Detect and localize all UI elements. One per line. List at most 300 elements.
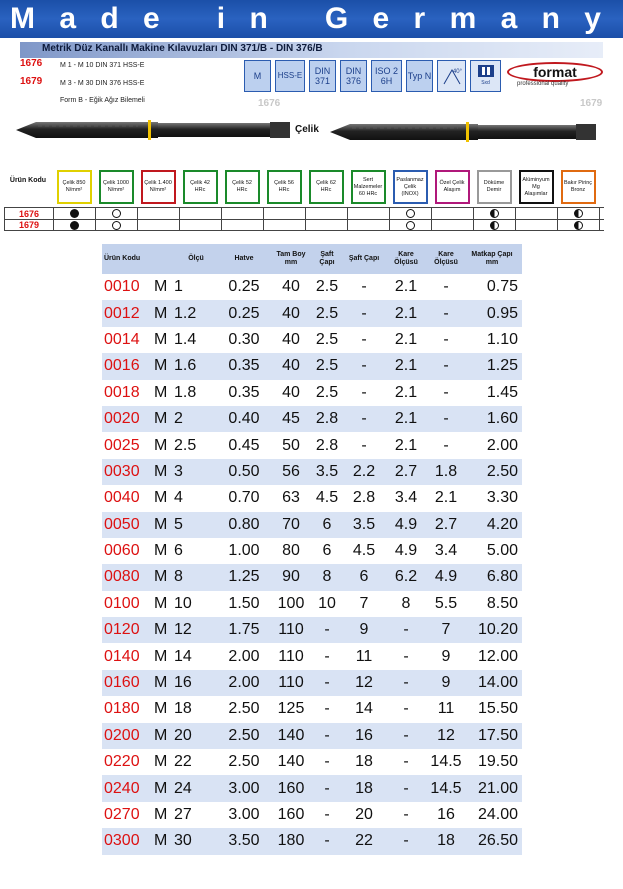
row-square2: 14.5 — [430, 779, 462, 797]
format-logo — [505, 60, 605, 90]
material-header — [222, 168, 262, 206]
row-length: 100 — [277, 594, 305, 612]
row-pitch: 3.50 — [228, 832, 260, 850]
row-length: 110 — [278, 647, 304, 665]
material-cell — [432, 220, 474, 230]
row-m: M — [154, 436, 168, 454]
row-square2: 12 — [437, 726, 455, 744]
row-code: 0270 — [104, 806, 140, 823]
shank-square-icon — [477, 64, 495, 78]
row-length: 45 — [282, 410, 300, 428]
row-code: 0050 — [104, 515, 140, 533]
table-row — [102, 459, 522, 485]
row-pitch: 2.50 — [228, 726, 260, 744]
material-cell — [474, 220, 516, 230]
row-m: M — [154, 515, 168, 533]
banner-letter — [292, 2, 300, 36]
material-row-code: 1679 — [4, 220, 54, 230]
row-size: 2 — [174, 410, 183, 428]
row-shank2: 3.5 — [352, 515, 376, 533]
material-label: Çelik 42 HRc — [183, 170, 218, 204]
material-label: Özel Çelik Alaşım — [435, 170, 470, 204]
material-header — [138, 168, 178, 206]
product-title: Metrik Düz Kanallı Makine Kılavuzları DIN 371/B - DIN 376/B — [42, 43, 323, 54]
desc-1679: M 3 - M 30 DIN 376 HSS-E — [60, 80, 145, 87]
material-cell — [390, 220, 432, 230]
badge-coat — [470, 60, 501, 92]
table-row — [102, 802, 522, 828]
badge-hss: HSS-E — [275, 60, 305, 92]
row-square1: - — [403, 647, 409, 665]
row-square1: - — [403, 779, 409, 797]
row-square1: 2.1 — [394, 410, 418, 428]
table-row — [102, 591, 522, 617]
row-code: 0025 — [104, 436, 140, 454]
material-cell — [222, 208, 264, 219]
material-label: Çelik 56 HRc — [267, 170, 302, 204]
row-shank1: 6 — [322, 515, 332, 533]
row-code: 0240 — [104, 779, 140, 797]
row-square1: 3.4 — [394, 489, 418, 507]
row-shank2: 16 — [355, 726, 373, 744]
header-pitch: Hatve — [234, 255, 254, 262]
row-code: 0012 — [104, 304, 140, 322]
row-m: M — [154, 779, 168, 797]
row-code: 0020 — [104, 410, 140, 428]
row-square1: 4.9 — [394, 542, 418, 560]
mat-code-header: Ürün Kodu — [9, 177, 47, 184]
row-pitch: 1.25 — [228, 568, 260, 586]
table-body — [102, 274, 522, 855]
table-row — [102, 828, 522, 854]
row-shank1: 10 — [318, 594, 336, 612]
material-header — [306, 168, 346, 206]
row-shank2: 12 — [355, 674, 373, 692]
row-square1: 2.1 — [394, 278, 418, 296]
banner-letter: y — [584, 2, 601, 35]
empty-circle-icon — [406, 221, 415, 230]
row-square2: - — [443, 304, 449, 322]
row-pitch: 0.25 — [228, 278, 260, 296]
row-size: 27 — [174, 806, 192, 823]
ghost-1679: 1679 — [580, 98, 603, 109]
material-label: Alüminyum Mg Alaşımlar — [519, 170, 554, 204]
row-m: M — [154, 304, 168, 322]
row-shank1: 2.8 — [315, 436, 339, 454]
row-size: 30 — [174, 832, 192, 850]
ghost-1676: 1676 — [258, 98, 281, 109]
row-code: 0030 — [104, 462, 140, 480]
banner-letter: n — [541, 2, 560, 35]
header-code: Ürün Kodu — [104, 255, 141, 262]
row-shank1: - — [324, 832, 330, 850]
row-code: 0018 — [104, 383, 140, 401]
coat-value: Sxd — [481, 80, 490, 86]
dimension-table — [102, 244, 522, 855]
row-shank1: - — [324, 753, 330, 771]
row-length: 40 — [282, 304, 300, 322]
material-row — [4, 219, 604, 231]
logo-tagline: professional quality — [517, 81, 569, 87]
logo-name: format — [507, 62, 603, 82]
row-length: 140 — [277, 753, 305, 771]
row-shank2: - — [361, 304, 367, 322]
banner-letter: G — [324, 2, 349, 35]
row-length: 40 — [282, 330, 300, 348]
banner-letter: r — [413, 2, 426, 35]
row-pitch: 0.70 — [228, 489, 260, 507]
header-square2: Kare Ölçüsü — [434, 251, 458, 266]
badge-angle — [437, 60, 466, 92]
material-label: Bakır Pirinç Bronz — [561, 170, 596, 204]
row-square2: 2.7 — [434, 515, 458, 533]
desc-1676: M 1 - M 10 DIN 371 HSS-E — [60, 62, 145, 69]
material-label: Çelik 62 HRc — [309, 170, 344, 204]
row-shank1: 8 — [322, 568, 332, 586]
row-code: 0120 — [104, 621, 140, 639]
row-square2: 5.5 — [434, 594, 458, 612]
material-cell — [96, 208, 138, 219]
row-square1: 2.1 — [394, 436, 418, 454]
row-shank1: 2.5 — [315, 278, 339, 296]
row-pitch: 0.35 — [228, 357, 260, 375]
row-m: M — [154, 726, 168, 744]
row-drill: 2.00 — [486, 436, 518, 454]
banner-letter: n — [249, 2, 268, 35]
material-cell — [54, 208, 96, 219]
row-length: 40 — [282, 278, 300, 296]
badge-iso: ISO 2 6H — [371, 60, 402, 92]
row-shank2: 18 — [355, 779, 373, 797]
row-m: M — [154, 489, 168, 507]
row-drill: 14.00 — [477, 674, 518, 692]
material-label: Çelik 1000 N/mm² — [99, 170, 134, 204]
row-m: M — [154, 568, 168, 586]
half-circle-icon — [574, 209, 583, 218]
row-square2: 4.9 — [434, 568, 458, 586]
row-shank2: 2.2 — [352, 462, 376, 480]
header-square1: Kare Ölçüsü — [394, 251, 418, 266]
table-row — [102, 432, 522, 458]
row-code: 0016 — [104, 357, 140, 375]
row-size: 1.4 — [174, 330, 197, 348]
row-code: 0010 — [104, 278, 140, 296]
row-m: M — [154, 278, 168, 296]
row-length: 140 — [277, 726, 305, 744]
material-cell — [96, 220, 138, 230]
row-m: M — [154, 806, 168, 823]
row-square2: 3.4 — [434, 542, 458, 560]
row-drill: 19.50 — [477, 753, 518, 771]
material-cell — [180, 220, 222, 230]
row-length: 180 — [277, 832, 305, 850]
header-shank1: Şaft Çapı — [319, 251, 335, 266]
table-row — [102, 617, 522, 643]
row-shank2: 9 — [359, 621, 369, 639]
row-pitch: 0.80 — [228, 515, 260, 533]
row-shank2: - — [361, 278, 367, 296]
row-shank1: 4.5 — [315, 489, 339, 507]
table-row — [102, 670, 522, 696]
row-square2: - — [443, 383, 449, 401]
row-drill: 4.20 — [486, 515, 518, 533]
material-cell — [390, 208, 432, 219]
row-code: 0060 — [104, 542, 140, 560]
row-square2: - — [443, 357, 449, 375]
material-cell — [432, 208, 474, 219]
row-pitch: 0.25 — [228, 304, 260, 322]
row-shank1: 2.5 — [315, 304, 339, 322]
material-label: Çelik 52 HRc — [225, 170, 260, 204]
empty-circle-icon — [112, 209, 121, 218]
table-row — [102, 327, 522, 353]
row-drill: 1.60 — [486, 410, 518, 428]
row-drill: 6.80 — [486, 568, 518, 586]
table-row — [102, 512, 522, 538]
material-row-code: 1676 — [4, 208, 54, 219]
row-m: M — [154, 542, 168, 560]
material-cell — [264, 220, 306, 230]
table-row — [102, 564, 522, 590]
material-header — [264, 168, 304, 206]
row-square2: 1.8 — [434, 462, 458, 480]
row-square2: - — [443, 410, 449, 428]
row-pitch: 0.40 — [228, 410, 260, 428]
row-shank2: 11 — [355, 647, 373, 665]
row-pitch: 2.00 — [228, 674, 260, 692]
row-m: M — [154, 462, 168, 480]
material-header — [474, 168, 514, 206]
material-cell — [348, 208, 390, 219]
banner-letter: e — [372, 2, 390, 35]
material-label: Çelik 850 N/mm² — [57, 170, 92, 204]
row-m: M — [154, 753, 168, 771]
row-drill: 24.00 — [477, 806, 518, 823]
material-header — [348, 168, 388, 206]
row-shank2: 2.8 — [352, 489, 376, 507]
material-cell — [222, 220, 264, 230]
material-label: Döküme Demir — [477, 170, 512, 204]
badge-typ: Typ N — [406, 60, 433, 92]
row-size: 14 — [174, 647, 192, 665]
row-size: 1.6 — [174, 357, 197, 375]
row-pitch: 1.50 — [228, 594, 260, 612]
table-row — [102, 485, 522, 511]
row-drill: 0.75 — [486, 278, 518, 296]
row-square1: - — [403, 726, 409, 744]
row-square2: 11 — [437, 700, 455, 718]
row-size: 22 — [174, 753, 192, 771]
row-shank2: 20 — [355, 806, 373, 823]
row-shank2: 18 — [355, 753, 373, 771]
header-size: Ölçü — [188, 255, 204, 262]
row-square1: 6.2 — [394, 568, 418, 586]
material-cell — [516, 208, 558, 219]
half-circle-icon — [490, 221, 499, 230]
row-drill: 5.00 — [486, 542, 518, 560]
row-length: 56 — [282, 462, 300, 480]
row-code: 0040 — [104, 489, 140, 507]
row-drill: 15.50 — [477, 700, 518, 718]
row-shank2: - — [361, 436, 367, 454]
row-square2: 2.1 — [434, 489, 458, 507]
table-row — [102, 274, 522, 300]
material-cell — [558, 220, 600, 230]
form-desc: Form B - Eğik Ağız Bilemeli — [60, 97, 145, 104]
row-size: 20 — [174, 726, 192, 744]
row-drill: 2.50 — [486, 462, 518, 480]
row-drill: 12.00 — [477, 647, 518, 665]
material-cell — [558, 208, 600, 219]
row-square2: 7 — [441, 621, 451, 639]
row-drill: 26.50 — [477, 832, 518, 850]
row-size: 16 — [174, 674, 192, 692]
material-header — [432, 168, 472, 206]
material-header — [390, 168, 430, 206]
row-square2: - — [443, 278, 449, 296]
row-size: 10 — [174, 594, 192, 612]
material-cell — [516, 220, 558, 230]
code-1679: 1679 — [20, 76, 43, 87]
row-code: 0140 — [104, 647, 140, 665]
row-length: 160 — [277, 779, 305, 797]
row-code: 0080 — [104, 568, 140, 586]
material-cell — [348, 220, 390, 230]
row-shank2: 22 — [355, 832, 373, 850]
row-length: 80 — [282, 542, 300, 560]
row-pitch: 3.00 — [228, 779, 260, 797]
material-label: Çelik 1.400 N/mm² — [141, 170, 176, 204]
row-m: M — [154, 700, 168, 718]
row-size: 2.5 — [174, 436, 197, 454]
row-length: 63 — [282, 489, 300, 507]
banner-letter: a — [59, 2, 77, 35]
row-shank2: 14 — [355, 700, 373, 718]
row-size: 18 — [174, 700, 192, 718]
empty-circle-icon — [406, 209, 415, 218]
row-square1: 2.1 — [394, 383, 418, 401]
row-square1: - — [403, 674, 409, 692]
material-label: Paslanmaz Çelik (INOX) — [393, 170, 428, 204]
row-shank1: - — [324, 779, 330, 797]
row-code: 0220 — [104, 753, 140, 771]
material-cell — [180, 208, 222, 219]
row-size: 1.8 — [174, 383, 197, 401]
row-code: 0180 — [104, 700, 140, 718]
row-shank1: - — [324, 621, 330, 639]
row-length: 90 — [282, 568, 300, 586]
row-shank2: - — [361, 383, 367, 401]
row-drill: 21.00 — [477, 779, 518, 797]
row-size: 1 — [174, 278, 183, 296]
tap-1679 — [330, 122, 596, 142]
angle-value: 40° — [452, 69, 462, 75]
material-row — [4, 207, 604, 219]
material-cell — [306, 220, 348, 230]
material-header — [516, 168, 556, 206]
row-m: M — [154, 647, 168, 665]
row-drill: 0.95 — [486, 304, 518, 322]
row-m: M — [154, 621, 168, 639]
row-shank2: 7 — [359, 594, 369, 612]
row-m: M — [154, 410, 168, 428]
row-shank1: 3.5 — [315, 462, 339, 480]
row-length: 160 — [277, 806, 305, 823]
row-length: 50 — [282, 436, 300, 454]
row-m: M — [154, 330, 168, 348]
header-shank2: Şaft Çapı — [348, 255, 380, 262]
banner-letter — [184, 2, 192, 36]
row-pitch: 2.50 — [228, 753, 260, 771]
row-square1: 4.9 — [394, 515, 418, 533]
row-m: M — [154, 832, 168, 850]
banner-letter: d — [100, 2, 119, 35]
table-row — [102, 723, 522, 749]
row-shank2: - — [361, 410, 367, 428]
badge-din376: DIN 376 — [340, 60, 367, 92]
row-pitch: 2.50 — [228, 700, 260, 718]
tap-1676 — [16, 120, 290, 140]
row-square1: 8 — [401, 594, 411, 612]
code-1676: 1676 — [20, 58, 43, 69]
row-drill: 1.25 — [486, 357, 518, 375]
row-pitch: 2.00 — [228, 647, 260, 665]
material-header — [180, 168, 220, 206]
row-drill: 3.30 — [486, 489, 518, 507]
material-table — [4, 207, 604, 231]
banner-letter: e — [143, 2, 160, 35]
row-shank1: - — [324, 647, 330, 665]
row-size: 24 — [174, 779, 192, 797]
row-shank2: - — [361, 330, 367, 348]
row-shank1: - — [324, 700, 330, 718]
row-square1: 2.1 — [394, 330, 418, 348]
row-shank1: - — [324, 674, 330, 692]
table-row — [102, 643, 522, 669]
table-row — [102, 538, 522, 564]
row-shank2: - — [361, 357, 367, 375]
row-shank1: - — [324, 726, 330, 744]
row-code: 0300 — [104, 832, 140, 850]
material-label: Sert Malzemeler 60 HRc — [351, 170, 386, 204]
banner-letter: m — [449, 2, 477, 35]
material-cell — [474, 208, 516, 219]
material-header — [54, 168, 94, 206]
row-shank2: 4.5 — [352, 542, 376, 560]
empty-circle-icon — [112, 221, 121, 230]
row-drill: 1.10 — [486, 330, 518, 348]
row-size: 6 — [174, 542, 183, 560]
row-drill: 8.50 — [486, 594, 518, 612]
row-square1: 2.1 — [394, 357, 418, 375]
row-pitch: 0.35 — [228, 383, 260, 401]
row-square1: 2.7 — [394, 462, 418, 480]
row-size: 8 — [174, 568, 183, 586]
row-shank1: 6 — [322, 542, 332, 560]
row-length: 110 — [278, 621, 304, 639]
row-square1: - — [403, 700, 409, 718]
row-length: 40 — [282, 357, 300, 375]
material-cell — [306, 208, 348, 219]
celik-label: Çelik — [295, 124, 319, 135]
row-shank2: 6 — [359, 568, 369, 586]
row-shank1: 2.8 — [315, 410, 339, 428]
table-row — [102, 380, 522, 406]
row-square1: - — [403, 753, 409, 771]
full-circle-icon — [70, 209, 79, 218]
row-square1: - — [403, 806, 409, 823]
row-length: 110 — [278, 674, 304, 692]
